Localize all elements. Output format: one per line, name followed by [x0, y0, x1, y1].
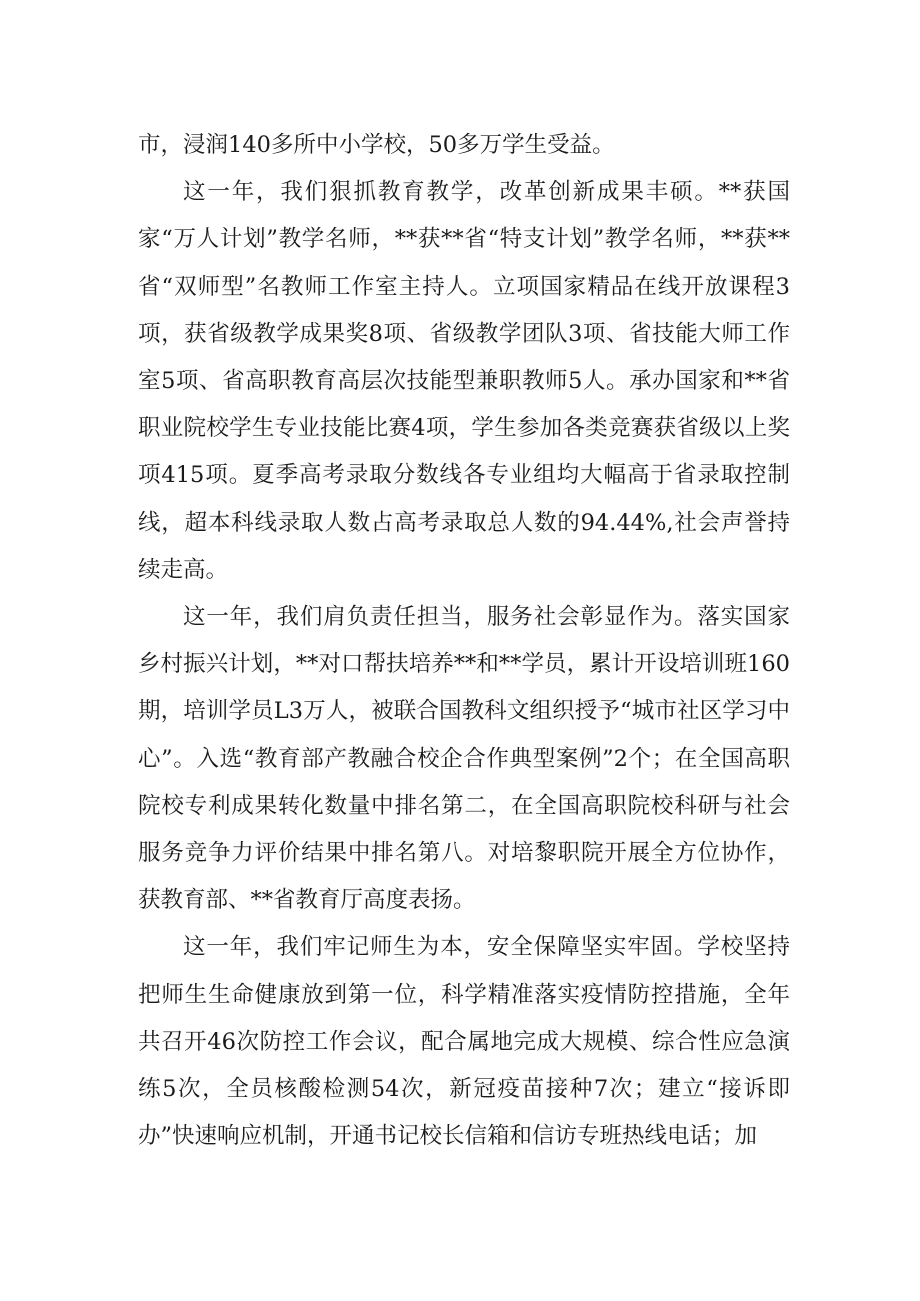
paragraph-continuation: 市，浸润140多所中小学校，50多万学生受益。 — [138, 132, 615, 158]
paragraph-social-service: 这一年，我们肩负责任担当，服务社会彰显作为。落实国家乡村振兴计划，**对口帮扶培养**和**学员，累计开设培训班160期，培训学员L3万人，被联合国教科文组织授予“城市社区学习中心”。入选“教育部产教融合校企合作典型案例”2个；在全国高职院校专利成果转化数量中排名第二，在全国高职院校科研与社会服务竞争力评价结果中排名第八。对培黎职院开展全方位协作，获教育部、**省教育厅高度表扬。 — [138, 604, 790, 914]
document-body — [138, 122, 790, 1160]
paragraph-safety-guarantee: 这一年，我们牢记师生为本，安全保障坚实牢固。学校坚持把师生生命健康放到第一位，科学精准落实疫情防控措施，全年共召开46次防控工作会议，配合属地完成大规模、综合性应急演练5次，全员核酸检测54次，新冠疫苗接种7次；建立“接诉即办”快速响应机制，开通书记校长信箱和信访专班热线电话；加 — [138, 934, 790, 1150]
paragraph-education-teaching: 这一年，我们狠抓教育教学，改革创新成果丰硕。**获国家“万人计划”教学名师，**获**省“特支计划”教学名师，**获**省“双师型”名教师工作室主持人。立项国家精品在线开放课程3项，获省级教学成果奖8项、省级教学团队3项、省技能大师工作室5项、省高职教育高层次技能型兼职教师5人。承办国家和**省职业院校学生专业技能比赛4项，学生参加各类竞赛获省级以上奖项415项。夏季高考录取分数线各专业组均大幅高于省录取控制线，超本科线录取人数占高考录取总人数的94.44%,社会声誉持续走高。 — [138, 179, 790, 583]
